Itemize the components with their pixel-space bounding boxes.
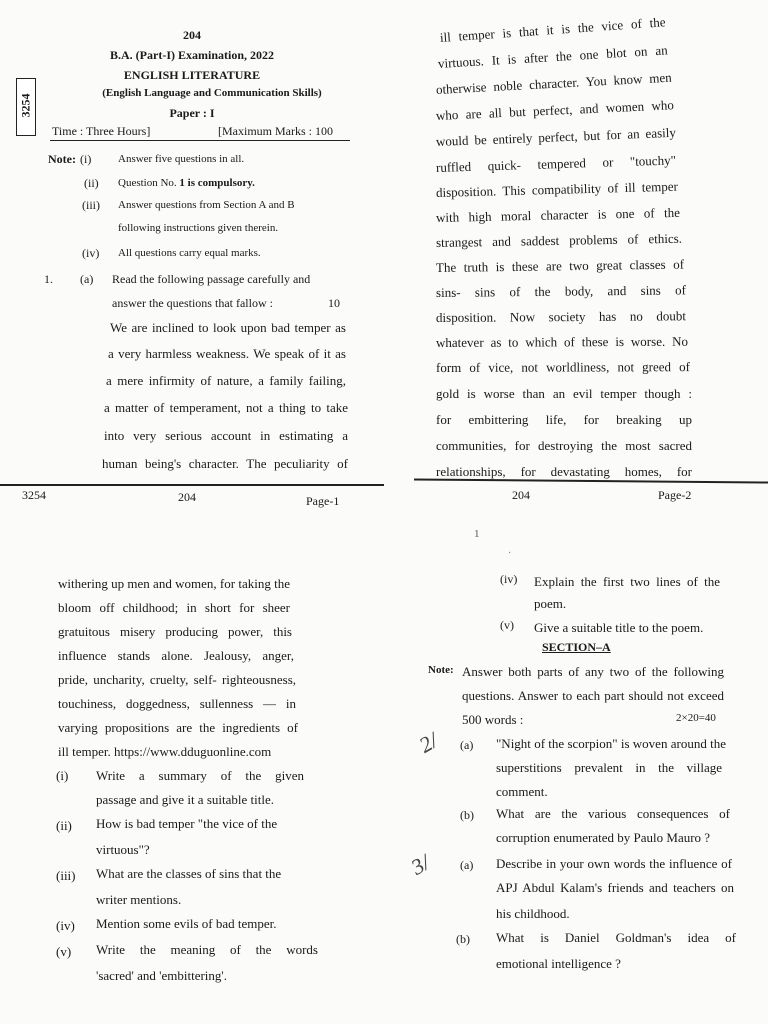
sub-question-number: (v) (500, 618, 514, 632)
exam-page-3 (0, 512, 384, 1024)
question-text: comment. (496, 784, 548, 799)
note-text: Answer questions from Section A and B (118, 199, 295, 211)
footer-page-number: Page-2 (658, 488, 692, 502)
passage-line: ill temper. https://www.dduguonline.com (58, 744, 272, 759)
question-intro: Read the following passage carefully and (112, 272, 311, 286)
passage-line: relationships, for devastating homes, for (436, 464, 692, 479)
passage-line: with high moral character is one of the (435, 204, 681, 225)
note-num: (ii) (84, 176, 99, 190)
question-text: superstitions prevalent in the village (496, 760, 722, 775)
exam-page-1 (0, 0, 384, 512)
course-title: (English Language and Communication Skills) (102, 87, 322, 99)
sub-question-text: How is bad temper "the vice of the (96, 816, 278, 831)
note-text: following instructions given therein. (118, 222, 279, 234)
sub-question-number: (iv) (500, 572, 518, 586)
question-part: (b) (456, 932, 470, 946)
question-text: Describe in your own words the influence of (496, 856, 732, 871)
handwritten-mark: 2/ (414, 727, 442, 758)
note-text: Answer both parts of any two of the following (462, 664, 724, 679)
note-num: (i) (80, 152, 92, 166)
question-text: corruption enumerated by Paulo Mauro ? (496, 830, 711, 845)
question-part: (a) (460, 738, 474, 752)
exam-page-4: 1 (iv) Explain the first two lines of the poem. (v) Give a suitable title to the poem. SECTION–A Note: Answer both parts of any two of the following questions. Answer to each part should not exceed 500 words : 2×20=40 2/ (a) "Night of the scorpion" is woven around the superstitions prevalent in the village comment. (b) What are the various consequences of corruption enumerated by Paulo Mauro ? 3/ (a) Describe in your own words the influence of APJ Abdul Kalam's friends and teachers on his childhood. (b) What is Daniel Goldman's idea of emotional intelligence ? · (384, 512, 768, 1024)
section-heading: SECTION–A (542, 640, 611, 654)
note-num: (iv) (82, 246, 100, 260)
note-label: Note: (48, 152, 76, 166)
question-text: emotional intelligence ? (496, 956, 621, 971)
paper-code-top: 204 (183, 28, 201, 42)
passage-line: into very serious account in estimating a (104, 428, 348, 443)
sub-question-number: (ii) (56, 818, 72, 833)
passage-line: gratuitous misery producing power, this (58, 624, 292, 639)
question-part: (b) (460, 808, 474, 822)
question-intro: answer the questions that fallow : (112, 296, 273, 310)
note-label: Note: (428, 664, 454, 676)
sub-question-text: Explain the first two lines of the (534, 574, 720, 589)
passage-line: human being's character. The peculiarity of (102, 456, 348, 471)
question-text: his childhood. (496, 906, 570, 921)
sub-question-text: What are the classes of sins that the (96, 866, 282, 881)
passage-line: would be entirely perfect, but for an easily (435, 124, 677, 149)
passage-line: whatever as to which of these is worse. No (435, 333, 689, 350)
sub-question-text: virtuous"? (96, 842, 150, 857)
passage-line: a very harmless weakness. We speak of it as (108, 346, 346, 361)
passage-line: disposition. Now society has no doubt (435, 308, 687, 325)
footer-page-number: Page-1 (306, 494, 340, 508)
exam-title: B.A. (Part-I) Examination, 2022 (110, 48, 274, 62)
passage-line: gold is worse than an evil temper though : (436, 386, 692, 401)
passage-line: disposition. This compatibility of ill temper (435, 178, 679, 200)
question-number: 1. (44, 272, 53, 286)
handwritten-mark: 3/ (406, 849, 434, 880)
page-mark: 1 (474, 528, 480, 540)
passage-line: bloom off childhood; in short for sheer (58, 600, 290, 615)
question-text: "Night of the scorpion" is woven around the (496, 736, 726, 751)
passage-line: The truth is these are two great classes of (435, 256, 685, 275)
max-marks: [Maximum Marks : 100 (218, 124, 333, 138)
passage-line: varying propositions are the ingredients of (58, 720, 298, 735)
sub-question-text: passage and give it a suitable title. (96, 792, 274, 807)
subject-title: ENGLISH LITERATURE (123, 68, 261, 82)
paper-number: Paper : I (169, 106, 215, 120)
sub-question-number: (iii) (56, 868, 76, 883)
passage-line: influence stands alone. Jealousy, anger, (58, 648, 294, 663)
footer-rule (0, 484, 384, 486)
note-marks: 2×20=40 (676, 712, 716, 724)
footer-rule (414, 478, 768, 483)
passage-line: otherwise noble character. You know men (435, 69, 673, 97)
time-allowed: Time : Three Hours] (52, 124, 151, 138)
question-part: (a) (460, 858, 474, 872)
question-marks: 10 (328, 296, 340, 310)
passage-line: sins- sins of the body, and sins of (435, 282, 687, 300)
passage-line: touchiness, doggedness, sullenness — in (58, 696, 296, 711)
passage-line: a mere infirmity of nature, a family failing, (106, 373, 346, 388)
passage-line: form of vice, not worldliness, not greed of (435, 359, 691, 375)
passage-line: withering up men and women, for taking the (58, 576, 290, 591)
note-text: Question No. 1 is compulsory. (118, 177, 255, 189)
passage-line: ill temper is that it is the vice of the (439, 14, 666, 45)
passage-line: who are all but perfect, and women who (435, 97, 675, 123)
sub-question-text: writer mentions. (96, 892, 182, 907)
passage-line: virtuous. It is after the one blot on an (437, 42, 669, 71)
passage-line: communities, for destroying the most sacred (436, 438, 692, 453)
note-num: (iii) (82, 198, 100, 212)
note-text: questions. Answer to each part should not exceed (462, 688, 724, 703)
sub-question-number: (v) (56, 944, 72, 959)
passage-line: We are inclined to look upon bad temper as (110, 320, 346, 335)
question-text: What are the various consequences of (496, 806, 730, 821)
passage-line: for embittering life, for breaking up (436, 412, 692, 427)
exam-page-2 (384, 0, 768, 512)
footer-paper-code: 204 (178, 490, 196, 504)
header-rule (50, 140, 350, 141)
sub-question-text: Write the meaning of the words (96, 942, 318, 957)
passage-line: pride, uncharity, cruelty, self- righteousness, (58, 672, 296, 687)
note-text: Answer five questions in all. (118, 153, 245, 165)
footer-paper-code: 204 (512, 488, 530, 502)
sub-question-text: Write a summary of the given (96, 768, 304, 783)
passage-line: strangest and saddest problems of ethics. (435, 230, 683, 250)
sub-question-text: poem. (534, 596, 567, 611)
passage-line: ruffled quick- tempered or "touchy" (435, 152, 677, 175)
question-part: (a) (80, 272, 94, 286)
footer-code: 3254 (22, 488, 46, 502)
question-text: What is Daniel Goldman's idea of (496, 930, 736, 945)
sub-question-text: Mention some evils of bad temper. (96, 916, 277, 931)
sub-question-text: 'sacred' and 'embittering'. (96, 968, 228, 983)
roll-code-box (16, 78, 36, 136)
question-text: APJ Abdul Kalam's friends and teachers on (496, 880, 734, 895)
sub-question-text: Give a suitable title to the poem. (534, 620, 704, 635)
sub-question-number: (i) (56, 768, 69, 783)
passage-line: a matter of temperament, not a thing to take (104, 400, 348, 415)
note-text: All questions carry equal marks. (118, 247, 261, 259)
roll-code: 3254 (18, 93, 33, 118)
sub-question-number: (iv) (56, 918, 75, 933)
note-text: 500 words : (462, 712, 524, 727)
